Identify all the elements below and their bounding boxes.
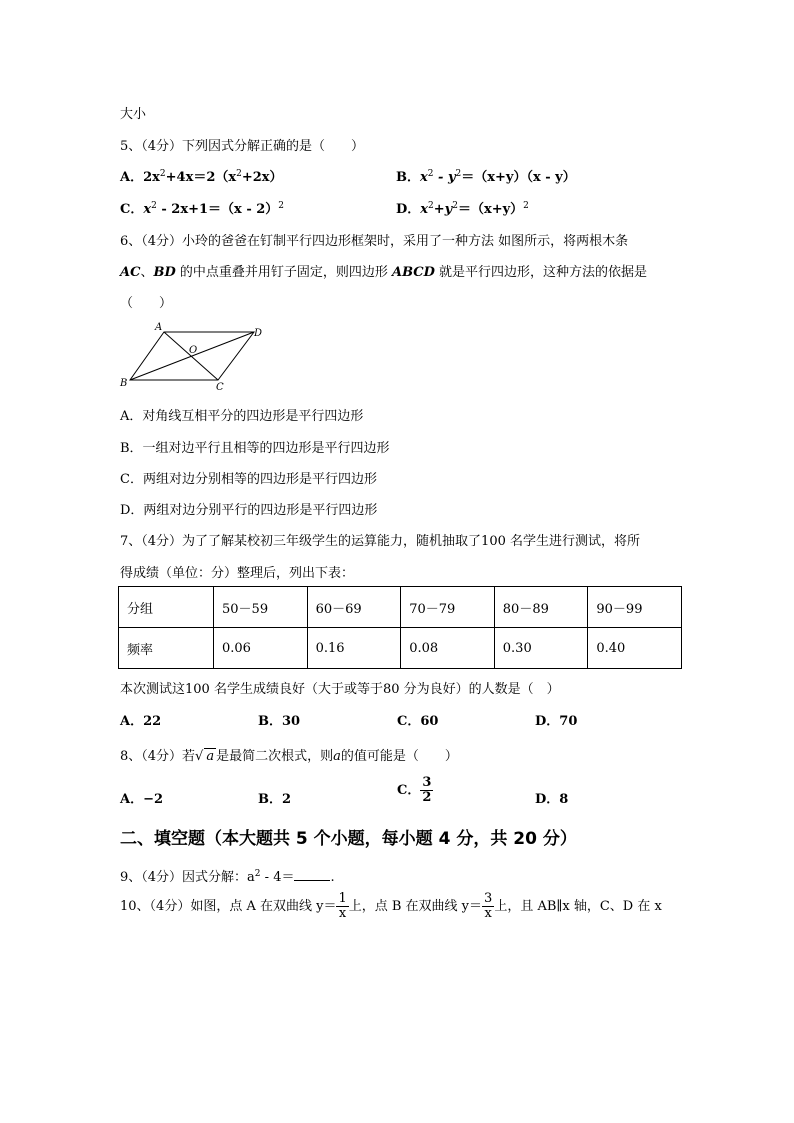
q6-stem-line2 <box>120 261 647 280</box>
q5-d-t2: +y <box>433 202 453 217</box>
q5-option-c <box>120 198 284 217</box>
q5-option-a <box>120 166 283 185</box>
q8-stem: 8、（4分）若√ a 是最简二次根式，则a的值可能是（ ） <box>120 749 458 764</box>
q5-a-t2: +4x＝2（x <box>165 170 237 185</box>
q6-option-a: A．对角线互相平分的四边形是平行四边形 <box>120 409 364 424</box>
q5-b-label: B． <box>396 170 420 185</box>
q5-b-t1: x <box>420 170 428 185</box>
q8-radicand: a <box>206 749 215 764</box>
q7-stem-line1: 7、（4分）为了了解某校初三年级学生的运算能力，随机抽取了100 名学生进行测试，将所 <box>120 534 640 549</box>
q10-f1-num: 1 <box>338 891 347 906</box>
q5-stem: 5、（4分）下列因式分解正确的是（ ） <box>120 139 365 154</box>
q6-text2: 就是平行四边形，这种方法的依据是 <box>434 265 648 280</box>
q10-f1-den: x <box>338 906 347 921</box>
text-fragment: 大小 <box>120 107 147 122</box>
q5-a-sq2: 2 <box>236 169 242 179</box>
table-cell: 90－99 <box>588 587 682 628</box>
label-c: C <box>216 382 224 393</box>
q8-c-label: C． <box>397 783 421 798</box>
q6-text1: 的中点重叠并用钉子固定，则四边形 <box>175 265 392 280</box>
q6-bd: BD <box>153 265 176 280</box>
label-d: D <box>254 328 263 339</box>
table-cell: 50－59 <box>214 587 308 628</box>
q5-d-sq3: 2 <box>523 201 529 211</box>
table-row <box>119 587 682 628</box>
table-cell: 0.30 <box>494 628 588 669</box>
q6-ac: AC <box>120 265 141 280</box>
q5-c-t1: x <box>143 202 152 217</box>
q7-option-d: D．70 <box>535 714 578 729</box>
q9-stem <box>120 866 335 885</box>
q7-option-a: A．22 <box>120 714 162 729</box>
q5-a-sq: 2 <box>159 169 166 179</box>
q6-option-d: D．两组对边分别平行的四边形是平行四边形 <box>120 503 378 518</box>
q6-option-b: B．一组对边平行且相等的四边形是平行四边形 <box>120 441 390 456</box>
q7-question: 本次测试这100 名学生成绩良好（大于或等于80 分为良好）的人数是（ ） <box>120 682 560 697</box>
q8-option-b: B．2 <box>258 792 292 807</box>
q7-option-c: C．60 <box>397 714 439 729</box>
q5-c-t2: - 2x+1＝（x - 2） <box>156 202 279 217</box>
q9-pre: 9、（4分）因式分解：a <box>120 870 255 885</box>
table-cell: 70－79 <box>401 587 495 628</box>
q5-option-d <box>396 198 529 217</box>
q5-d-label: D． <box>396 202 421 217</box>
section-heading: 二、填空题（本大题共 5 个小题，每小题 4 分，共 20 分） <box>120 829 577 849</box>
q6-option-c: C．两组对边分别相等的四边形是平行四边形 <box>120 472 377 487</box>
q9-end: . <box>330 870 335 885</box>
q8-var: a <box>333 749 341 764</box>
q8-option-d: D．8 <box>535 792 569 807</box>
table-row <box>119 628 682 669</box>
table-cell: 80－89 <box>494 587 588 628</box>
q6-stem-line1: 6、（4分）小玲的爸爸在钉制平行四边形框架时，采用了一种方法 如图所示，将两根木条 <box>120 234 629 249</box>
q8-mid: 是最简二次根式，则 <box>216 749 334 764</box>
q7-stem-line2: 得成绩（单位：分）整理后，列出下表： <box>120 566 355 581</box>
q10-mid: 上，点 B 在双曲线 y＝ <box>348 899 483 914</box>
label-o: O <box>189 345 198 356</box>
q10-pre: 10、（4分）如图，点 A 在双曲线 y＝ <box>120 899 337 914</box>
table-cell: 0.06 <box>214 628 308 669</box>
q5-d-sq2: 2 <box>452 201 458 211</box>
q8-c-den: 2 <box>422 790 432 805</box>
table-cell: 0.40 <box>588 628 682 669</box>
q5-c-label: C． <box>120 202 144 217</box>
q8-pre: 8、（4分）若 <box>120 749 196 764</box>
q10-f2-den: x <box>484 906 492 921</box>
q5-d-t1: x <box>420 202 429 217</box>
q7-option-b: B．30 <box>258 714 301 729</box>
q10-post: 上，且 AB∥x 轴，C、D 在 x <box>494 899 662 914</box>
table-cell: 0.16 <box>307 628 401 669</box>
q5-option-b <box>396 166 576 185</box>
q5-b-t2: - y <box>433 170 456 185</box>
q6-sep: 、 <box>140 265 154 280</box>
label-b: B <box>120 378 128 389</box>
q9-sq: 2 <box>254 869 261 879</box>
q5-d-t3: ＝（x+y） <box>457 202 524 217</box>
q10-f2-num: 3 <box>484 891 493 906</box>
q6-stem-line3: （ ） <box>120 296 173 311</box>
label-a: A <box>155 322 163 333</box>
q8-c-fraction <box>420 776 433 805</box>
q6-abcd: ABCD <box>391 265 435 280</box>
q5-b-sq: 2 <box>427 169 434 179</box>
q5-c-sq2: 2 <box>278 201 285 211</box>
table-cell: 频率 <box>119 628 214 669</box>
q10-fraction-1 <box>336 892 348 921</box>
table-cell: 60－69 <box>307 587 401 628</box>
grades-table <box>118 586 682 669</box>
q5-a-label: A． <box>120 170 144 185</box>
q10-fraction-2 <box>482 892 494 921</box>
q5-d-sq: 2 <box>428 201 434 211</box>
q5-b-t3: ＝（x+y）（x - y） <box>461 170 576 185</box>
answer-blank[interactable] <box>294 869 330 881</box>
q5-c-sq: 2 <box>151 201 157 211</box>
q8-c-num: 3 <box>422 775 432 790</box>
table-cell: 0.08 <box>401 628 495 669</box>
q5-a-t1: 2x <box>143 170 160 185</box>
q8-option-a: A．−2 <box>120 792 164 807</box>
q9-post: - 4＝ <box>260 870 295 885</box>
table-cell: 分组 <box>119 587 214 628</box>
q10-stem <box>120 892 662 921</box>
q5-a-t3: +2x） <box>241 170 283 185</box>
q8-option-c <box>397 776 433 805</box>
parallelogram-figure <box>118 318 278 394</box>
q5-b-sq2: 2 <box>455 169 462 179</box>
q8-post: 的值可能是（ ） <box>340 749 458 764</box>
